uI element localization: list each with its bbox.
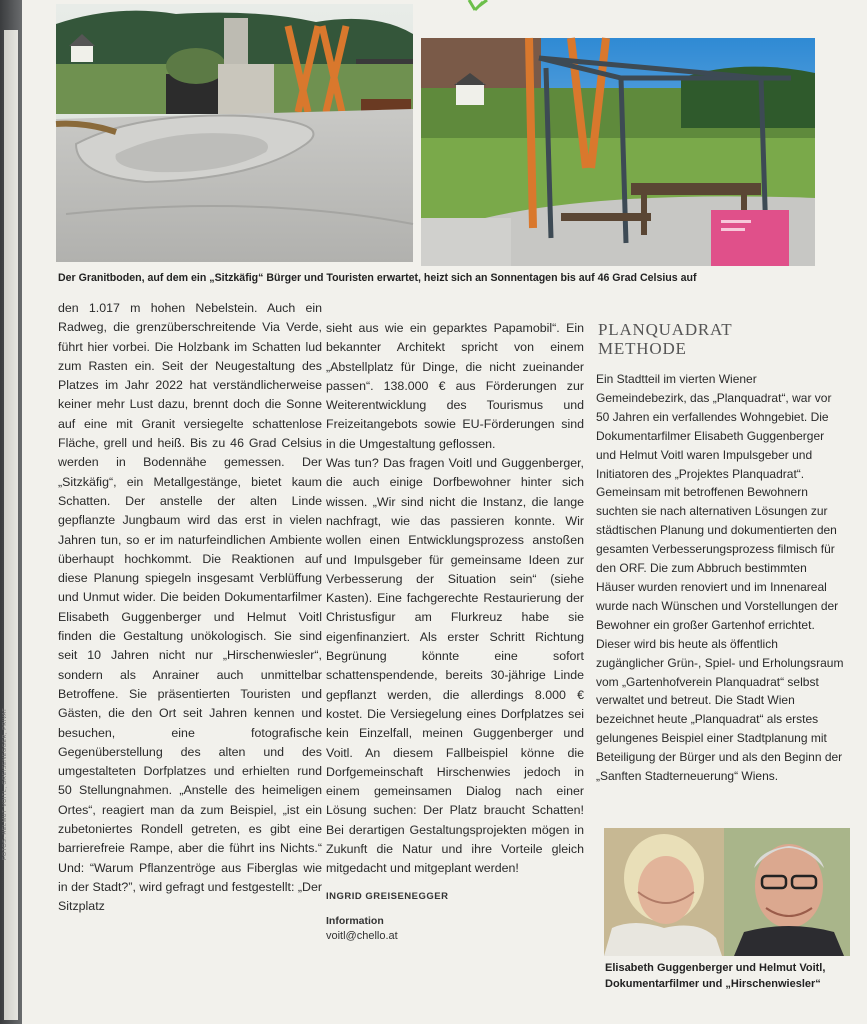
- article-column-1: [58, 299, 322, 917]
- sidebar-title-line-1: PLANQUADRAT: [598, 320, 733, 339]
- photo-caption: Der Granitboden, auf dem ein „Sitzkäfig“ Bürger und Touristen erwartet, heizt sich an Sonnentagen bis auf 46 Grad Celsius auf: [58, 272, 697, 284]
- previous-page-edge: [4, 30, 18, 1020]
- author-byline: INGRID GREISENEGGER: [326, 890, 449, 902]
- portrait-caption-line-2: Dokumentarfilmer und „Hirschenwiesler“: [605, 978, 821, 990]
- information-label: Information: [326, 914, 384, 927]
- sidebar-title-line-2: METHODE: [598, 339, 687, 358]
- portrait-caption: [605, 960, 865, 992]
- sprig-ornament: [465, 0, 495, 14]
- photo-sitzkaefig: [421, 38, 815, 266]
- sidebar-text: Ein Stadtteil im vierten Wiener Gemeindebezirk, das „Planquadrat“, war vor 50 Jahren ein verfallendes Wohngebiet. Die Dokumentarfilmer Elisabeth Guggenberger und Helmut Voitl waren Impulsgeber und Initiatoren des „Projektes Planquadrat“. Gemeinsam mit betroffenen Bewohnern suchten sie nach alternativen Lösungen zur städtischen Planung und dokumentierten den gesamten Verbesserungsprozess filmisch für den ORF. Die zum Abbruch bestimmten Häuser wurden renoviert und im Innenareal wurde nach Wünschen und Vorstellungen der Bewohner ein großer Gartenhof errichtet. Dieser wird bis heute als öffentlich zugänglicher Grün-, Spiel- und Erholungsraum vom „Gartenhofverein Planquadrat“ selbst verwaltet und betreut. Die Stadt Wien bezeichnet heute „Planquadrat“ als erstes gelungenes Beispiel einer Stadtplanung mit Beteiligung der Bürger und als den Beginn der „Sanften Stadterneuerung“ Wiens.: [596, 372, 844, 784]
- sidebar-box-text: [596, 370, 846, 786]
- column-2-paragraph-2: Was tun? Das fragen Voitl und Guggenberger, die auch einige Dorfbewohner hinter sich wissen. „Wir sind nicht die Instanz, die lange nachfragt, wie das passieren konnte. Wir wollen einen Entwicklungsprozess anstoßen und Impulsgeber für gemeinsame Ideen zur Verbesserung der Situation sein“ (siehe Kasten). Eine fachgerechte Restaurierung der Christusfigur am Flurkreuz habe sie eigenfinanziert. Als erster Schritt Richtung Begrünung könnte eine sofort schattenspendende, bereits 30-jährige Linde gepflanzt werden, die allerdings 8.000 € kostet. Die Versiegelung eines Dorfplatzes sei kein Einzelfall, meinen Guggenberger und Voitl. An diesem Fallbeispiel könne die Dorfgemeinschaft Hirschenwies jedoch in einem gemeinsamen Dialog nach einer Lösung suchen: Der Platz braucht Schatten! Bei derartigen Gestaltungsprojekten mögen in Zukunft die Natur und ihre Vorteile gleich mitgedacht und mitgeplant werden!: [326, 456, 584, 876]
- column-1-text: den 1.017 m hohen Nebelstein. Auch ein Radweg, die grenzüberschreitende Via Verde, führt hier vorbei. Die Holzbank im Schatten lud zum Rasten ein. Seit der Neugestaltung des Platzes im Jahr 2022 hat verständlicherweise keiner mehr Lust dazu, brennt doch die Sonne auf eine mit Granit versiegelte schattenlose Fläche, grell und heiß. Bis zu 46 Grad Celsius werden in Bodennähe gemessen. Der „Sitzkäfig“, ein Metallgestänge, bietet kaum Schatten. Der anstelle der alten Linde gepflanzte Jungbaum wird das erst in vielen Jahren tun, so er im naturfeindlichen Ambiente überhaupt hochkommt. Die Reaktionen auf diese Planung spiegeln insgesamt Verblüffung und Unmut wider. Die beiden Dokumentarfilmer Elisabeth Guggenberger und Helmut Voitl finden die Gestaltung unökologisch. Sie sind seit 10 Jahren nicht nur „Hirschenwiesler“, sondern als Anrainer auch unmittelbar Betroffene. Sie präsentierten Touristen und Gästen, die den Ort seit Jahren kennen und besuchen, eine fotografische Gegenüberstellung des alten und des umgestalteten Dorfplatzes und erhielten rund 50 Stellungnahmen. „Anstelle des heimeligen Ortes“, reagiert man da zum Beispiel, „ist ein zubetoniertes Rondell getreten, es gibt eine barrierefreie Rampe, aber die führt ins Nichts.“ Und: “Warum Pflanzentröge aus Fiberglas wie in der Stadt?”, wird gefragt und festgestellt: „Der Sitzplatz: [58, 301, 322, 914]
- magazine-spine: [0, 0, 22, 1024]
- contact-email[interactable]: voitl@chello.at: [326, 929, 398, 942]
- article-column-2: [326, 319, 584, 944]
- photo-credit: FOTOS: HELMUT VOITL, GREISENEGGER, PRIVAT: [2, 707, 8, 860]
- portrait-photo: [604, 828, 850, 956]
- portrait-caption-line-1: Elisabeth Guggenberger und Helmut Voitl,: [605, 962, 826, 974]
- photo-granite-plaza: [56, 4, 413, 262]
- column-2-paragraph-1: sieht aus wie ein geparktes Papamobil“. Ein bekannter Architekt spricht von einem „Abstellplatz für Dinge, die nicht zueinander passen“. 138.000 € aus Förderungen zur Weiterentwicklung des Tourismus und Freizeitangebots sowie EU-Förderungen sind in die Umgestaltung geflossen.: [326, 321, 584, 451]
- sidebar-title: [598, 320, 788, 358]
- magazine-page: [2, 0, 867, 1024]
